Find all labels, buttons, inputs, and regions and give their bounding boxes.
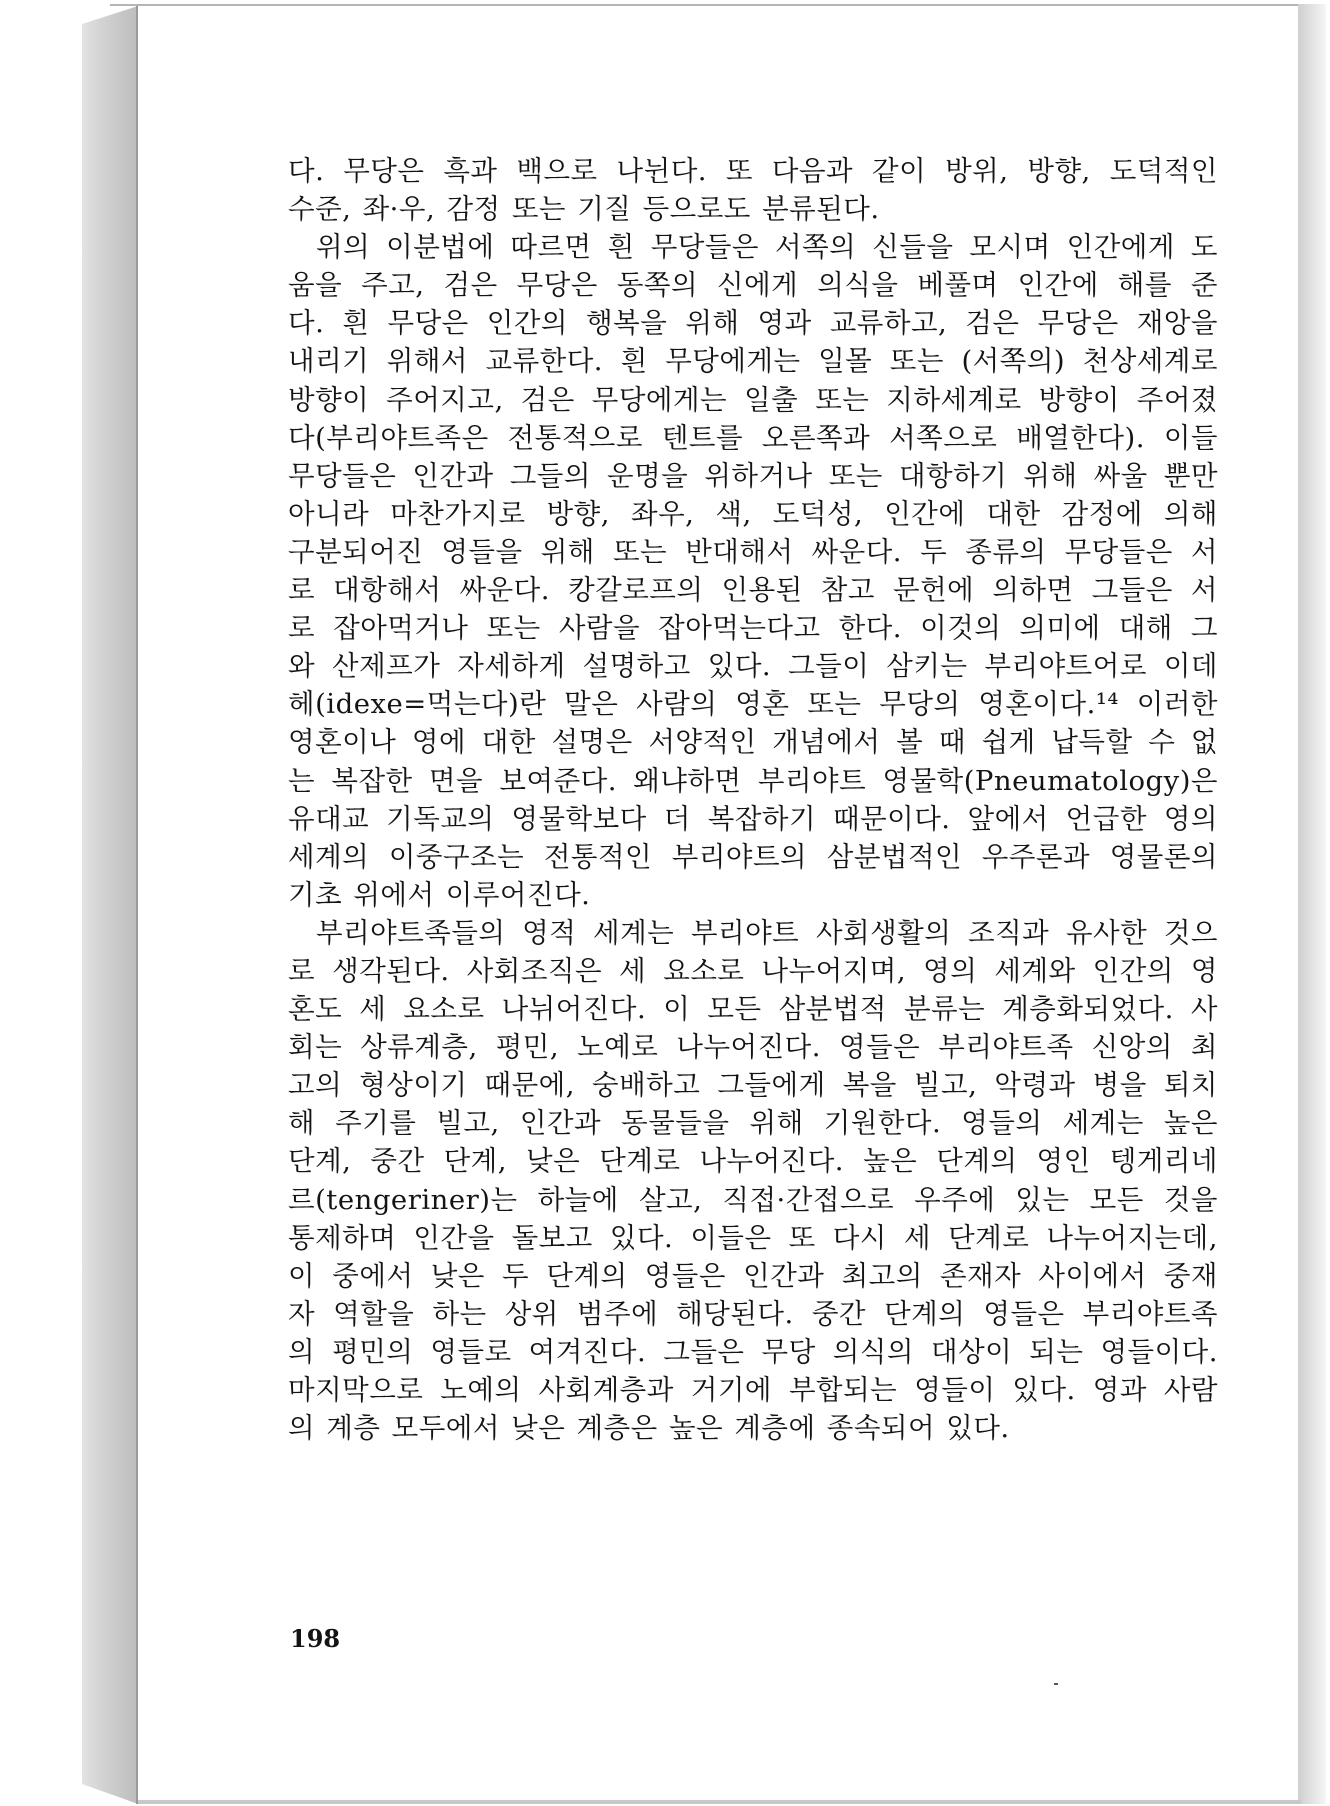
text-line: 무당들은 인간과 그들의 운명을 위하거나 또는 대항하기 위해 싸울 뿐만 xyxy=(288,459,1218,492)
scan-speck xyxy=(1054,1683,1058,1685)
text-line: 고의 형상이기 때문에, 숭배하고 그들에게 복을 빌고, 악령과 병을 퇴치 xyxy=(288,1069,1218,1102)
text-line: 회는 상류계층, 평민, 노예로 나누어진다. 영들은 부리야트족 신앙의 최 xyxy=(288,1031,1218,1064)
text-line: 유대교 기독교의 영물학보다 더 복잡하기 때문이다. 앞에서 언급한 영의 xyxy=(288,802,1218,835)
text-line: 구분되어진 영들을 위해 또는 반대해서 싸운다. 두 종류의 무당들은 서 xyxy=(288,535,1218,568)
text-line: 영혼이나 영에 대한 설명은 서양적인 개념에서 볼 때 쉽게 납득할 수 없 xyxy=(288,726,1218,759)
text-line: 움을 주고, 검은 무당은 동쪽의 신에게 의식을 베풀며 인간에 해를 준 xyxy=(288,269,1218,302)
text-line: 로 대항해서 싸운다. 캉갈로프의 인용된 참고 문헌에 의하면 그들은 서 xyxy=(288,574,1218,607)
text-line: 부리야트족들의 영적 세계는 부리야트 사회생활의 조직과 유사한 것으 xyxy=(316,916,1218,949)
page-number: 198 xyxy=(290,1624,341,1653)
text-line: 다. 무당은 흑과 백으로 나뉜다. 또 다음과 같이 방위, 방향, 도덕적인 xyxy=(288,155,1218,187)
text-line: 로 생각된다. 사회조직은 세 요소로 나누어지며, 영의 세계와 인간의 영 xyxy=(288,954,1218,987)
text-line: 방향이 주어지고, 검은 무당에게는 일출 또는 지하세계로 방향이 주어졌 xyxy=(288,383,1218,416)
text-line: 단계, 중간 단계, 낮은 단계로 나누어진다. 높은 단계의 영인 텡게리네 xyxy=(288,1145,1218,1178)
text-line: 아니라 마찬가지로 방향, 좌우, 색, 도덕성, 인간에 대한 감정에 의해 xyxy=(288,497,1218,530)
text-line: 기초 위에서 이루어진다. xyxy=(288,878,591,911)
text-line: 는 복잡한 면을 보여준다. 왜냐하면 부리야트 영물학(Pneumatology)은 xyxy=(288,764,1218,797)
text-line: 마지막으로 노예의 사회계층과 거기에 부합되는 영들이 있다. 영과 사람 xyxy=(288,1374,1218,1406)
text-line: 다. 흰 무당은 인간의 행복을 위해 영과 교류하고, 검은 무당은 재앙을 xyxy=(288,307,1218,340)
text-line: 와 산제프가 자세하게 설명하고 있다. 그들이 삼키는 부리야트어로 이데 xyxy=(288,650,1218,683)
text-line: 해 주기를 빌고, 인간과 동물들을 위해 기원한다. 영들의 세계는 높은 xyxy=(288,1107,1218,1140)
text-line: 세계의 이중구조는 전통적인 부리야트의 삼분법적인 우주론과 영물론의 xyxy=(288,840,1218,873)
body-text xyxy=(288,152,1218,1447)
page-border xyxy=(136,6,138,1804)
text-line: 위의 이분법에 따르면 흰 무당들은 서쪽의 신들을 모시며 인간에게 도 xyxy=(316,231,1218,264)
text-line: 혼도 세 요소로 나뉘어진다. 이 모든 삼분법적 분류는 계층화되었다. 사 xyxy=(288,993,1218,1026)
text-line: 르(tengeriner)는 하늘에 살고, 직접·간접으로 우주에 있는 모든 것을 xyxy=(288,1183,1218,1216)
text-line: 다(부리야트족은 전통적으로 텐트를 오른쪽과 서쪽으로 배열한다). 이들 xyxy=(288,421,1218,454)
text-line: 수준, 좌·우, 감정 또는 기질 등으로도 분류된다. xyxy=(288,193,880,226)
text-line: 헤(idexe=먹는다)란 말은 사람의 영혼 또는 무당의 영혼이다.¹⁴ 이러한 xyxy=(288,688,1218,721)
text-line: 의 평민의 영들로 여겨진다. 그들은 무당 의식의 대상이 되는 영들이다. xyxy=(288,1335,1218,1368)
text-line: 로 잡아먹거나 또는 사람을 잡아먹는다고 한다. 이것의 의미에 대해 그 xyxy=(288,612,1218,645)
book-right-shadow xyxy=(1298,4,1326,1804)
text-line: 통제하며 인간을 돌보고 있다. 이들은 또 다시 세 단계로 나누어지는데, xyxy=(288,1221,1218,1254)
text-line: 자 역할을 하는 상위 범주에 해당된다. 중간 단계의 영들은 부리야트족 xyxy=(288,1297,1218,1330)
text-line: 의 계층 모두에서 낮은 계층은 높은 계층에 종속되어 있다. xyxy=(288,1412,1010,1445)
book-bottom-edge xyxy=(136,1800,1301,1804)
book-spine-edge xyxy=(82,6,138,1804)
text-line: 이 중에서 낮은 두 단계의 영들은 인간과 최고의 존재자 사이에서 중재 xyxy=(288,1259,1218,1292)
text-line: 내리기 위해서 교류한다. 흰 무당에게는 일몰 또는 (서쪽의) 천상세계로 xyxy=(288,345,1218,378)
